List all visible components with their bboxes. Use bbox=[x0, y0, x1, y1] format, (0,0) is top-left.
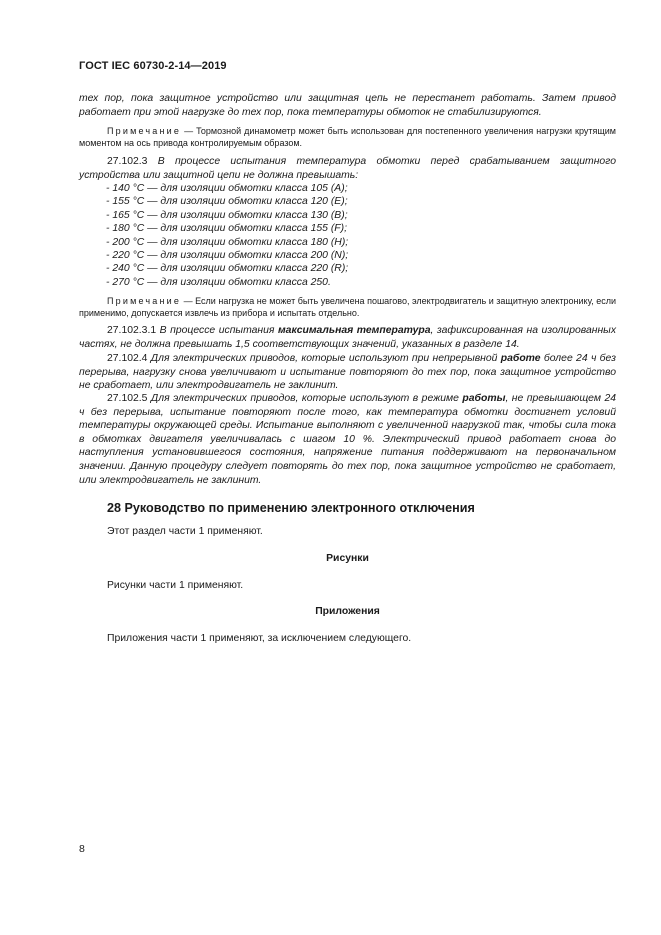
list-item: - 240 °С — для изоляции обмотки класса 220 (R); bbox=[106, 263, 349, 275]
figures-heading: Рисунки bbox=[326, 553, 369, 564]
clause-text: Для электрических приводов, которые используют в режиме bbox=[147, 393, 463, 404]
list-item: - 200 °С — для изоляции обмотки класса 180 (Н); bbox=[106, 236, 349, 248]
clause-27-102-3-1 bbox=[79, 324, 616, 351]
note-label: Примечание bbox=[107, 296, 182, 306]
note-1 bbox=[79, 125, 616, 149]
document-header: ГОСТ IEC 60730-2-14—2019 bbox=[79, 60, 227, 72]
term-bold: максимальная температура bbox=[277, 325, 431, 336]
clause-text: , не превышающем 24 ч без перерыва, испытание повторяют после того, как температура обмотки достигнет условий температуры окружающей среды. Испытание выполняют с увеличенной нагрузкой так, чтобы сила тока в обмотках двигателя увеличивалась с шагом 10 %. Электрический привод работает снова до наступления установившегося состояния, напряжение питания поддерживают на первоначальном значении. Данную процедуру следует повторять до тех пор, пока защитное устройство не сработает, или электродвигатель не заклинит. bbox=[79, 393, 617, 486]
section-28-text: Этот раздел части 1 применяют. bbox=[107, 526, 263, 537]
clause-27-102-4 bbox=[79, 352, 616, 393]
clause-number: 27.102.5 bbox=[107, 393, 148, 404]
figures-text: Рисунки части 1 применяют. bbox=[107, 580, 244, 591]
clause-text: , зафиксированная на изолированных частях, не должна превышать 1,5 соответствующих значений, указанных в разделе 14. bbox=[79, 325, 617, 350]
annexes-heading: Приложения bbox=[315, 606, 380, 617]
note-2 bbox=[79, 295, 616, 319]
page-number: 8 bbox=[79, 843, 85, 855]
list-item: - 220 °С — для изоляции обмотки класса 200 (N); bbox=[106, 250, 349, 262]
list-item: - 155 °С — для изоляции обмотки класса 120 (Е); bbox=[106, 196, 348, 208]
note-text: — Тормозной динамометр может быть использован для постепенного увеличения нагрузки крутящим моментом на ось привода контролируемым образом. bbox=[79, 126, 616, 149]
clause-text: более 24 ч без перерыва, нагрузку снова увеличивают и испытание повторяют до тех пор, пока защитное устройство не сработает, или электродвигатель не заклинит. bbox=[79, 353, 616, 392]
section-28-heading: 28 Руководство по применению электронного отключения bbox=[107, 501, 475, 515]
annexes-text: Приложения части 1 применяют, за исключением следующего. bbox=[107, 633, 412, 644]
clause-number: 27.102.3 bbox=[107, 156, 148, 167]
term-bold: работе bbox=[500, 353, 541, 364]
temperature-list bbox=[106, 182, 348, 289]
clause-text: В процессе испытания bbox=[156, 325, 278, 336]
clause-number: 27.102.3.1 bbox=[107, 325, 157, 336]
clause-text: Для электрических приводов, которые используют при непрерывной bbox=[147, 353, 501, 364]
note-label: Примечание bbox=[107, 126, 182, 136]
list-item: - 180 °С — для изоляции обмотки класса 155 (F); bbox=[106, 223, 348, 235]
paragraph-continuation: тех пор, пока защитное устройство или защитная цепь не перестанет работать. Затем привод работает при этой нагрузке до тех пор, пока температуры обмоток не стабилизируются. bbox=[79, 93, 616, 118]
list-item: - 140 °С — для изоляции обмотки класса 105 (А); bbox=[106, 183, 348, 194]
list-item: - 270 °С — для изоляции обмотки класса 250. bbox=[106, 276, 331, 288]
clause-number: 27.102.4 bbox=[107, 353, 148, 364]
term-bold: работы bbox=[462, 393, 506, 404]
clause-27-102-3 bbox=[79, 155, 616, 182]
list-item: - 165 °С — для изоляции обмотки класса 130 (В); bbox=[106, 209, 348, 221]
clause-27-102-5 bbox=[79, 392, 616, 487]
clause-text: В процессе испытания температура обмотки перед срабатыванием защитного устройства или защитной цепи не должна превышать: bbox=[79, 156, 616, 181]
note-text: — Если нагрузка не может быть увеличена пошагово, электродвигатель и защитную электронику, если применимо, допускается извлечь из прибора и испытать отдельно. bbox=[79, 296, 616, 319]
